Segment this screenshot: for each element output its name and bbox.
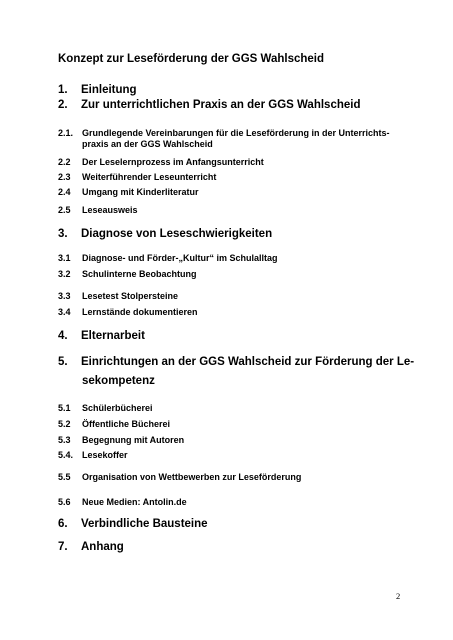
toc-text: Leseausweis xyxy=(82,205,138,215)
toc-number: 3.4 xyxy=(58,307,71,317)
toc-text-continuation: praxis an der GGS Wahlscheid xyxy=(82,139,213,149)
toc-number: 5.5 xyxy=(58,472,71,482)
toc-text: Organisation von Wettbewerben zur Leseförderung xyxy=(82,472,302,482)
toc-number: 6. xyxy=(58,518,68,530)
toc-number: 3.2 xyxy=(58,269,71,279)
page-number: 2 xyxy=(396,591,401,601)
toc-text-continuation: sekompetenz xyxy=(82,375,155,387)
toc-text: Verbindliche Bausteine xyxy=(81,518,208,530)
toc-text: Anhang xyxy=(81,541,124,553)
toc-number: 7. xyxy=(58,541,68,553)
toc-text: Der Leselernprozess im Anfangsunterricht xyxy=(82,157,264,167)
toc-number: 2.5 xyxy=(58,205,71,215)
document-title: Konzept zur Leseförderung der GGS Wahlscheid xyxy=(58,53,325,65)
toc-text: Neue Medien: Antolin.de xyxy=(82,497,187,507)
toc-text: Einrichtungen an der GGS Wahlscheid zur Förderung der Le- xyxy=(81,356,415,368)
toc-number: 5.4. xyxy=(58,450,74,460)
toc-number: 2.2 xyxy=(58,157,71,167)
toc-text: Lernstände dokumentieren xyxy=(82,307,198,317)
toc-number: 2. xyxy=(58,99,68,111)
toc-number: 5.1 xyxy=(58,403,71,413)
toc-number: 3. xyxy=(58,228,68,240)
toc-text: Grundlegende Vereinbarungen für die Leseförderung in der Unterrichts- xyxy=(82,128,390,138)
toc-text: Diagnose- und Förder-„Kultur“ im Schulalltag xyxy=(82,253,278,263)
toc-number: 3.3 xyxy=(58,291,71,301)
toc-number: 5.2 xyxy=(58,419,71,429)
toc-number: 4. xyxy=(58,330,68,342)
toc-text: Diagnose von Leseschwierigkeiten xyxy=(81,228,273,240)
toc-number: 5. xyxy=(58,356,68,368)
toc-number: 5.6 xyxy=(58,497,71,507)
toc-text: Weiterführender Leseunterricht xyxy=(82,172,217,182)
toc-text: Lesetest Stolpersteine xyxy=(82,291,179,301)
toc-number: 2.4 xyxy=(58,187,71,197)
toc-text: Schülerbücherei xyxy=(82,403,153,413)
toc-text: Öffentliche Bücherei xyxy=(82,419,171,429)
toc-number: 3.1 xyxy=(58,253,71,263)
toc-number: 5.3 xyxy=(58,435,71,445)
toc-number: 1. xyxy=(58,84,68,96)
toc-text: Lesekoffer xyxy=(82,450,128,460)
toc-text: Einleitung xyxy=(81,84,137,96)
toc-text: Zur unterrichtlichen Praxis an der GGS Wahlscheid xyxy=(81,99,361,111)
toc-text: Schulinterne Beobachtung xyxy=(82,269,197,279)
toc-number: 2.1. xyxy=(58,128,74,138)
toc-number: 2.3 xyxy=(58,172,71,182)
toc-text: Begegnung mit Autoren xyxy=(82,435,185,445)
toc-text: Umgang mit Kinderliteratur xyxy=(82,187,199,197)
toc-text: Elternarbeit xyxy=(81,330,145,342)
